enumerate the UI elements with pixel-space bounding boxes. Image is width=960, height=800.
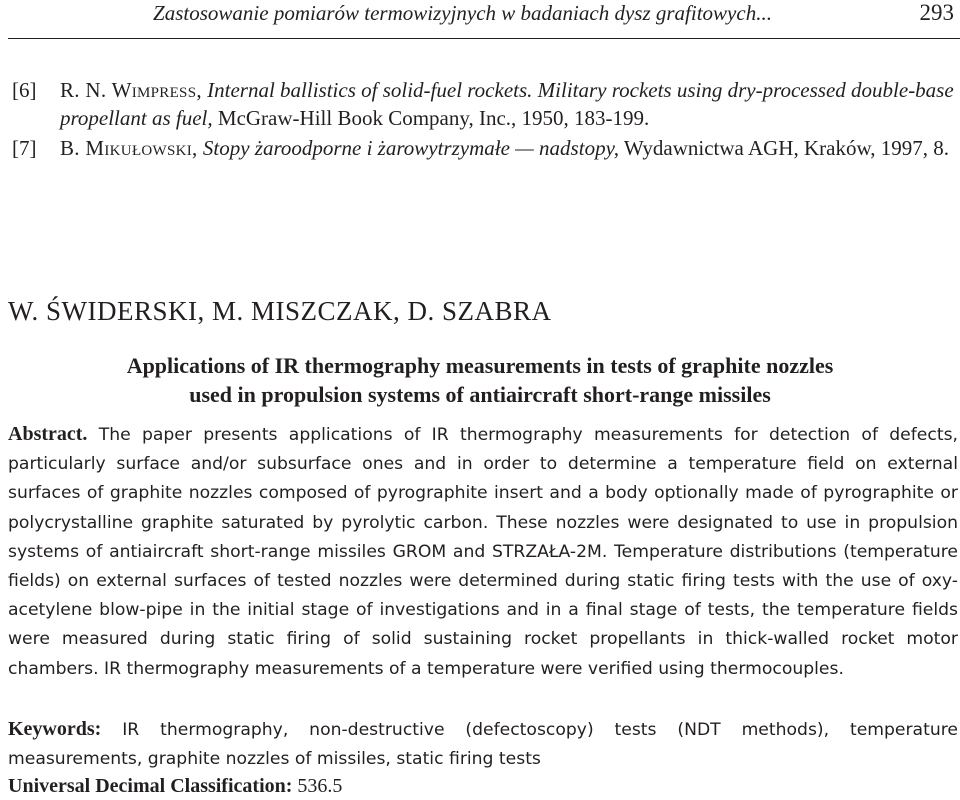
keywords: [8, 715, 958, 774]
header-rule: [8, 38, 960, 39]
article-title-line: Applications of IR thermography measurements in tests of graphite nozzles: [126, 353, 834, 378]
reference-title: Stopy żaroodporne i żarowytrzymałe — nadstopy,: [202, 136, 619, 160]
article-title-line: used in propulsion systems of antiaircraft short-range missiles: [189, 382, 771, 407]
article-title: [0, 351, 960, 409]
article-authors: W. ŚWIDERSKI, M. MISZCZAK, D. SZABRA: [8, 296, 552, 326]
reference-details: Wydawnictwa AGH, Kraków, 1997, 8.: [623, 136, 950, 160]
reference-details: McGraw-Hill Book Company, Inc., 1950, 183-199.: [217, 106, 650, 130]
running-title: Zastosowanie pomiarów termowizyjnych w badaniach dysz grafitowych...: [153, 1, 772, 25]
reference-author: B. Mikułowski,: [60, 136, 198, 160]
reference-list: [12, 76, 957, 164]
udc-classification: [8, 773, 958, 799]
abstract-label: Abstract.: [8, 423, 88, 445]
reference-item: [12, 76, 957, 132]
abstract-text: The paper presents applications of IR thermography measurements for detection of defects, particularly surface and/or subsurface ones and in order to determine a temperature field on external surfaces of graphite nozzles composed of pyrographite insert and a body optionally made of pyrographite or polycrystalline graphite saturated by pyrolytic carbon. These nozzles were designated to use in propulsion systems of antiaircraft short-range missiles GROM and STRZAŁA-2M. Temperature distributions (temperature fields) on external surfaces of tested nozzles were determined during static firing tests with the use of oxy-acetylene blow-pipe in the initial stage of investigations and in a final stage of tests, the temperature fields were measured during static firing of solid sustaining rocket propellants in thick-walled rocket motor chambers. IR thermography measurements of a temperature were verified using thermocouples.: [8, 425, 958, 679]
reference-number: [6]: [12, 78, 37, 102]
reference-title: Internal ballistics of solid-fuel rockets. Military rockets using dry-processed double-base propellant as fuel,: [60, 78, 954, 130]
udc-label: Universal Decimal Classification:: [8, 775, 293, 797]
reference-author: R. N. Wimpress,: [60, 78, 202, 102]
page-number: 293: [919, 0, 954, 25]
reference-item: [12, 134, 957, 162]
reference-number: [7]: [12, 136, 37, 160]
abstract: [8, 420, 958, 684]
keywords-label: Keywords:: [8, 718, 102, 740]
page-header: [0, 0, 960, 40]
keywords-text: IR thermography, non-destructive (defectoscopy) tests (NDT methods), temperature measurements, graphite nozzles of missiles, static firing tests: [8, 720, 958, 770]
udc-value: 536.5: [297, 775, 343, 797]
